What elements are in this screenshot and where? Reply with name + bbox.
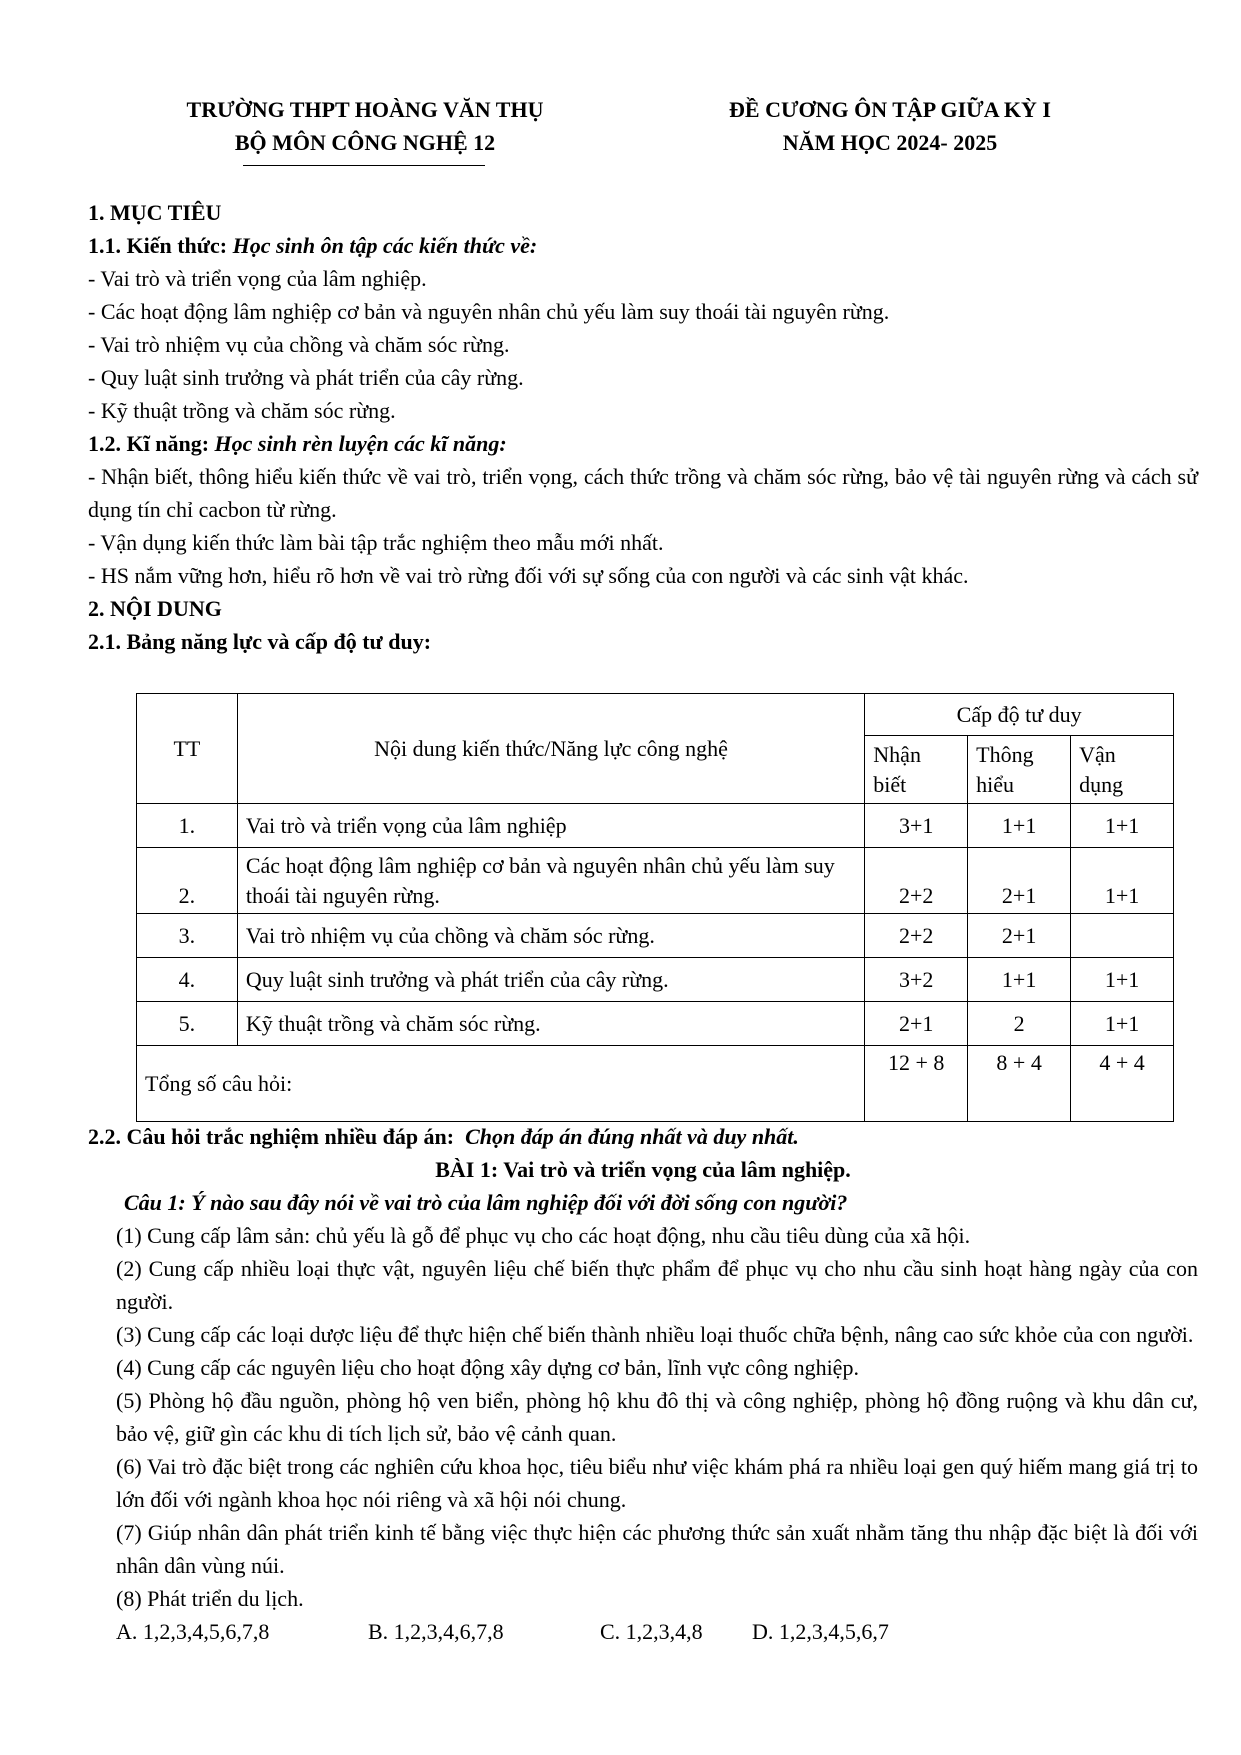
row-tt: 5.	[137, 1002, 238, 1046]
row-nhan-biet: 3+1	[865, 804, 968, 848]
skills-label: 1.2. Kĩ năng:	[88, 431, 210, 456]
row-tt: 4.	[137, 958, 238, 1002]
exam-header	[655, 93, 1125, 159]
row-content: Vai trò và triển vọng của lâm nghiệp	[237, 804, 864, 848]
row-thong-hieu: 1+1	[968, 958, 1071, 1002]
option-c: C. 1,2,3,4,8	[600, 1619, 703, 1644]
total-nhan-biet: 12 + 8	[865, 1046, 968, 1122]
competency-table	[136, 693, 1174, 1122]
option-a: A. 1,2,3,4,5,6,7,8	[116, 1619, 270, 1644]
table-row	[137, 914, 1174, 958]
questions-heading	[88, 1120, 1198, 1153]
row-thong-hieu: 2+1	[968, 848, 1071, 914]
answer-options	[88, 1615, 1198, 1648]
row-thong-hieu: 2	[968, 1002, 1071, 1046]
header-nhan-biet: Nhận biết	[865, 736, 968, 804]
total-thong-hieu: 8 + 4	[968, 1046, 1071, 1122]
knowledge-item: - Quy luật sinh trưởng và phát triển của cây rừng.	[88, 365, 524, 390]
knowledge-item: - Kỹ thuật trồng và chăm sóc rừng.	[88, 398, 396, 423]
knowledge-intro: Học sinh ôn tập các kiến thức về:	[232, 233, 538, 258]
skills-item: - Nhận biết, thông hiểu kiến thức về vai trò, triển vọng, cách thức trồng và chăm sóc rừng, bảo vệ tài nguyên rừng và cách sử dụng tín chỉ cacbon từ rừng.	[88, 464, 1198, 522]
row-tt: 2.	[137, 848, 238, 914]
section-1-title: 1. MỤC TIÊU	[88, 200, 222, 225]
statement: (1) Cung cấp lâm sản: chủ yếu là gỗ để phục vụ cho các hoạt động, nhu cầu tiêu dùng của xã hội.	[116, 1223, 971, 1248]
skills-item: - HS nắm vững hơn, hiểu rõ hơn về vai trò rừng đối với sự sống của con người và các sinh vật khác.	[88, 563, 969, 588]
department-name: BỘ MÔN CÔNG NGHỆ 12	[234, 130, 496, 155]
knowledge-heading	[88, 229, 1198, 262]
knowledge-label: 1.1. Kiến thức:	[88, 233, 228, 258]
table-header-row	[137, 694, 1174, 736]
header-underline	[243, 165, 485, 166]
statement: (7) Giúp nhân dân phát triển kinh tế bằng việc thực hiện các phương thức sản xuất nhằm tăng thu nhập đặc biệt là đối với nhân dân vùng núi.	[116, 1520, 1198, 1578]
school-header	[130, 93, 600, 159]
statement: (5) Phòng hộ đầu nguồn, phòng hộ ven biển, phòng hộ khu đô thị và công nghiệp, phòng hộ đồng ruộng và khu dân cư, bảo vệ, giữ gìn các khu di tích lịch sử, bảo vệ cảnh quan.	[116, 1388, 1198, 1446]
statement: (6) Vai trò đặc biệt trong các nghiên cứu khoa học, tiêu biểu như việc khám phá ra nhiều loại gen quý hiếm mang giá trị to lớn đối với ngành khoa học nói riêng và xã hội nói chung.	[116, 1454, 1198, 1512]
school-name: TRƯỜNG THPT HOÀNG VĂN THỤ	[186, 97, 544, 122]
row-tt: 3.	[137, 914, 238, 958]
row-nhan-biet: 2+2	[865, 914, 968, 958]
row-nhan-biet: 2+2	[865, 848, 968, 914]
header-content: Nội dung kiến thức/Năng lực công nghệ	[237, 694, 864, 804]
skills-heading	[88, 427, 1198, 460]
knowledge-item: - Vai trò và triển vọng của lâm nghiệp.	[88, 266, 427, 291]
header-van-dung: Vận dụng	[1071, 736, 1174, 804]
total-label: Tổng số câu hỏi:	[137, 1046, 865, 1122]
row-tt: 1.	[137, 804, 238, 848]
table-row	[137, 958, 1174, 1002]
document-title: ĐỀ CƯƠNG ÔN TẬP GIỮA KỲ I	[729, 97, 1051, 122]
row-nhan-biet: 3+2	[865, 958, 968, 1002]
option-d: D. 1,2,3,4,5,6,7	[752, 1619, 889, 1644]
table-total-row	[137, 1046, 1174, 1122]
knowledge-item: - Vai trò nhiệm vụ của chồng và chăm sóc rừng.	[88, 332, 510, 357]
option-b: B. 1,2,3,4,6,7,8	[368, 1619, 504, 1644]
questions-label: 2.2. Câu hỏi trắc nghiệm nhiều đáp án:	[88, 1124, 455, 1149]
school-year: NĂM HỌC 2024- 2025	[782, 130, 998, 155]
statement: (3) Cung cấp các loại dược liệu để thực hiện chế biến thành nhiều loại thuốc chữa bệnh, nâng cao sức khỏe của con người.	[116, 1322, 1194, 1347]
header-thong-hieu: Thông hiểu	[968, 736, 1071, 804]
table-row	[137, 1002, 1174, 1046]
competency-table-heading: 2.1. Bảng năng lực và cấp độ tư duy:	[88, 629, 432, 654]
statement: (2) Cung cấp nhiều loại thực vật, nguyên liệu chế biến thực phẩm để phục vụ cho nhu cầu sinh hoạt hàng ngày của con người.	[116, 1256, 1198, 1314]
row-thong-hieu: 2+1	[968, 914, 1071, 958]
row-nhan-biet: 2+1	[865, 1002, 968, 1046]
skills-intro: Học sinh rèn luyện các kĩ năng:	[214, 431, 507, 456]
question-1: Câu 1: Ý nào sau đây nói về vai trò của lâm nghiệp đối với đời sống con người?	[124, 1190, 848, 1215]
table-row	[137, 804, 1174, 848]
row-van-dung	[1071, 914, 1174, 958]
questions-instruction: Chọn đáp án đúng nhất và duy nhất.	[465, 1124, 799, 1149]
row-van-dung: 1+1	[1071, 1002, 1174, 1046]
table-row	[137, 848, 1174, 914]
row-content: Kỹ thuật trồng và chăm sóc rừng.	[237, 1002, 864, 1046]
header-thinking-level: Cấp độ tư duy	[865, 694, 1174, 736]
row-content: Các hoạt động lâm nghiệp cơ bản và nguyên nhân chủ yếu làm suy thoái tài nguyên rừng.	[237, 848, 864, 914]
row-content: Vai trò nhiệm vụ của chồng và chăm sóc rừng.	[237, 914, 864, 958]
questions-section	[88, 1120, 1198, 1648]
skills-item: - Vận dụng kiến thức làm bài tập trắc nghiệm theo mẫu mới nhất.	[88, 530, 664, 555]
lesson-title: BÀI 1: Vai trò và triển vọng của lâm nghiệp.	[435, 1157, 851, 1182]
statement: (8) Phát triển du lịch.	[116, 1586, 304, 1611]
statement: (4) Cung cấp các nguyên liệu cho hoạt động xây dựng cơ bản, lĩnh vực công nghiệp.	[116, 1355, 859, 1380]
knowledge-item: - Các hoạt động lâm nghiệp cơ bản và nguyên nhân chủ yếu làm suy thoái tài nguyên rừng.	[88, 299, 890, 324]
header-tt: TT	[137, 694, 238, 804]
objectives-section	[88, 196, 1198, 658]
row-content: Quy luật sinh trưởng và phát triển của cây rừng.	[237, 958, 864, 1002]
total-van-dung: 4 + 4	[1071, 1046, 1174, 1122]
row-thong-hieu: 1+1	[968, 804, 1071, 848]
row-van-dung: 1+1	[1071, 958, 1174, 1002]
section-2-title: 2. NỘI DUNG	[88, 596, 222, 621]
row-van-dung: 1+1	[1071, 848, 1174, 914]
row-van-dung: 1+1	[1071, 804, 1174, 848]
